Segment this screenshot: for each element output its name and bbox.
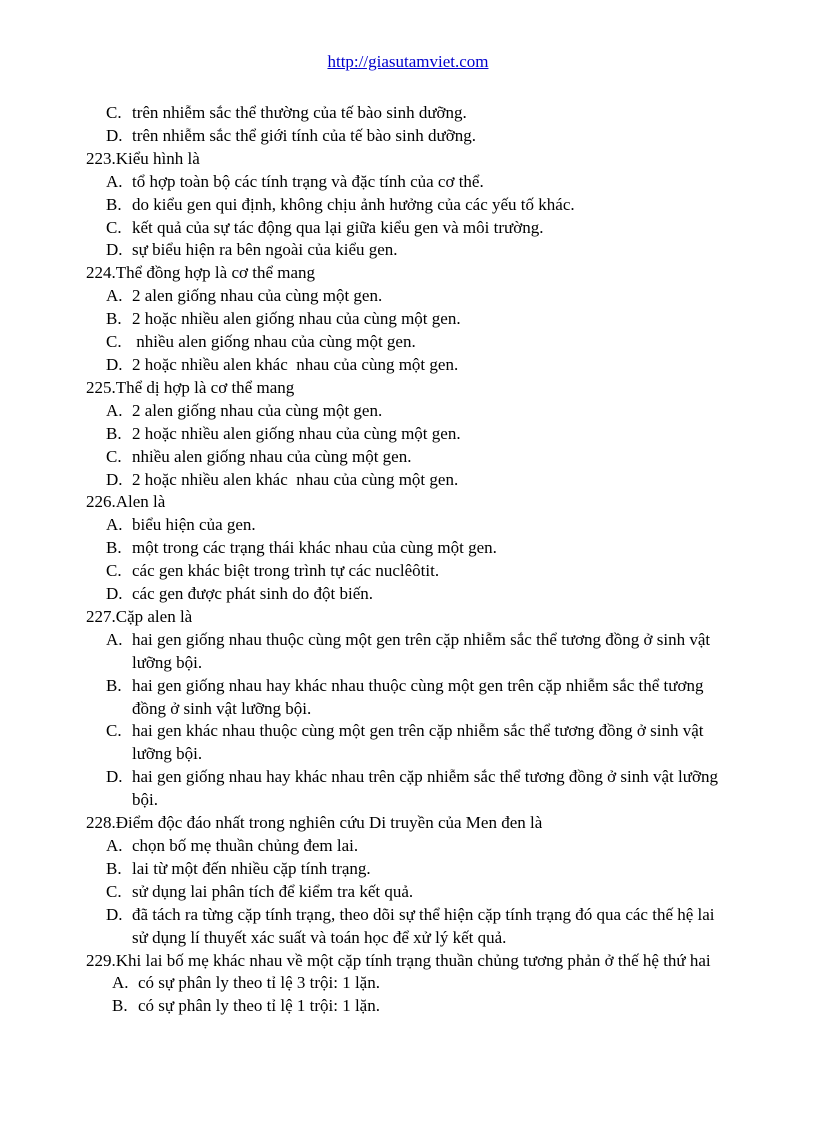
question-text: 223.Kiểu hình là [86, 148, 200, 168]
option-text: 2 alen giống nhau của cùng một gen. [132, 286, 383, 306]
option-label: B. [106, 423, 122, 443]
answer-option [0, 125, 816, 148]
option-text: kết quả của sự tác động qua lại giữa kiểu gen và môi trường. [132, 217, 544, 237]
option-label: C. [106, 561, 122, 581]
option-label: C. [106, 103, 122, 122]
option-text: đã tách ra từng cặp tính trạng, theo dõi sự thể hiện cặp tính trạng đó qua các thế hệ lai [132, 904, 715, 924]
option-text: có sự phân ly theo tỉ lệ 1 trội: 1 lặn. [138, 996, 380, 1016]
option-text: lai từ một đến nhiều cặp tính trạng. [132, 858, 371, 878]
answer-option [0, 102, 816, 125]
option-label: A. [112, 973, 129, 993]
option-text: lưỡng bội. [132, 744, 203, 764]
question-text: 227.Cặp alen là [86, 606, 193, 626]
answer-option [0, 972, 816, 995]
option-label: D. [106, 469, 123, 489]
answer-option [0, 675, 816, 698]
option-label: A. [106, 171, 123, 191]
option-label: C. [106, 332, 122, 352]
question-heading [0, 950, 816, 973]
option-text: 2 alen giống nhau của cùng một gen. [132, 400, 383, 420]
answer-option [0, 446, 816, 469]
option-label: C. [106, 881, 122, 901]
answer-option [0, 423, 816, 446]
answer-option [0, 469, 816, 492]
answer-option [0, 629, 816, 652]
option-label: B. [106, 538, 122, 558]
question-heading [0, 606, 816, 629]
option-text: bội. [132, 790, 158, 810]
answer-option [0, 881, 816, 904]
option-text: hai gen giống nhau hay khác nhau thuộc cùng một gen trên cặp nhiễm sắc thể tương [132, 675, 704, 695]
option-label: C. [106, 217, 122, 237]
answer-option [0, 514, 816, 537]
option-text: sự biểu hiện ra bên ngoài của kiểu gen. [132, 240, 398, 260]
answer-option [0, 354, 816, 377]
option-text: 2 hoặc nhiều alen giống nhau của cùng một gen. [132, 309, 461, 329]
answer-option [0, 858, 816, 881]
question-text: 226.Alen là [86, 492, 166, 512]
option-label: B. [106, 858, 122, 878]
question-heading [0, 812, 816, 835]
option-text: nhiều alen giống nhau của cùng một gen. [132, 332, 416, 352]
question-heading [0, 262, 816, 285]
option-text: sử dụng lí thuyết xác suất và toán học để xử lý kết quả. [132, 927, 507, 947]
question-text: 229.Khi lai bố mẹ khác nhau về một cặp tính trạng thuần chủng tương phản ở thế hệ thứ hai [86, 950, 711, 970]
question-text: 225.Thể dị hợp là cơ thể mang [86, 377, 295, 397]
option-text: 2 hoặc nhiều alen khác nhau của cùng một gen. [132, 354, 459, 374]
option-label: D. [106, 240, 123, 260]
answer-option [0, 560, 816, 583]
option-label: B. [112, 996, 128, 1016]
option-text: tổ hợp toàn bộ các tính trạng và đặc tính của cơ thể. [132, 171, 484, 191]
option-label: B. [106, 194, 122, 214]
answer-option [0, 995, 816, 1018]
option-label: A. [106, 286, 123, 306]
option-text: nhiều alen giống nhau của cùng một gen. [132, 446, 412, 466]
option-label: D. [106, 767, 123, 787]
answer-option [0, 583, 816, 606]
answer-option [0, 400, 816, 423]
option-text: sử dụng lai phân tích để kiểm tra kết quả. [132, 881, 414, 901]
option-text: 2 hoặc nhiều alen khác nhau của cùng một gen. [132, 469, 459, 489]
option-label: D. [106, 904, 123, 924]
option-continuation [0, 927, 816, 950]
option-label: A. [106, 400, 123, 420]
question-text: 224.Thể đồng hợp là cơ thể mang [86, 263, 316, 283]
answer-option [0, 331, 816, 354]
option-label: D. [106, 354, 123, 374]
option-text: đồng ở sinh vật lưỡng bội. [132, 698, 312, 718]
option-text: trên nhiễm sắc thể thường của tế bào sinh dưỡng. [132, 103, 467, 122]
option-continuation [0, 743, 816, 766]
document-body [0, 102, 816, 1018]
option-label: A. [106, 836, 123, 855]
answer-option [0, 194, 816, 217]
option-label: B. [106, 309, 122, 329]
answer-option [0, 904, 816, 927]
option-text: có sự phân ly theo tỉ lệ 3 trội: 1 lặn. [138, 973, 380, 993]
option-text: các gen khác biệt trong trình tự các nuclêôtit. [132, 561, 440, 581]
option-text: trên nhiễm sắc thể giới tính của tế bào sinh dưỡng. [132, 125, 476, 145]
question-heading [0, 148, 816, 171]
question-heading [0, 377, 816, 400]
option-text: hai gen khác nhau thuộc cùng một gen trên cặp nhiễm sắc thể tương đồng ở sinh vật [132, 721, 704, 741]
answer-option [0, 720, 816, 743]
answer-option [0, 835, 816, 858]
option-label: C. [106, 446, 122, 466]
answer-option [0, 217, 816, 240]
option-text: hai gen giống nhau thuộc cùng một gen trên cặp nhiễm sắc thể tương đồng ở sinh vật [132, 629, 711, 649]
option-text: một trong các trạng thái khác nhau của cùng một gen. [132, 538, 497, 558]
option-continuation [0, 789, 816, 812]
option-label: D. [106, 584, 123, 604]
question-heading [0, 491, 816, 514]
option-label: B. [106, 675, 122, 695]
question-text: 228.Điểm độc đáo nhất trong nghiên cứu Di truyền của Men đen là [86, 813, 543, 833]
option-text: chọn bố mẹ thuần chủng đem lai. [132, 836, 359, 855]
website-link[interactable]: http://giasutamviet.com [327, 52, 489, 71]
option-text: lưỡng bội. [132, 652, 203, 672]
answer-option [0, 171, 816, 194]
option-text: do kiểu gen qui định, không chịu ảnh hưởng của các yếu tố khác. [132, 194, 575, 214]
option-continuation [0, 698, 816, 721]
option-text: hai gen giống nhau hay khác nhau trên cặp nhiễm sắc thể tương đồng ở sinh vật lưỡng [132, 767, 718, 787]
answer-option [0, 537, 816, 560]
option-label: A. [106, 629, 123, 649]
option-text: 2 hoặc nhiều alen giống nhau của cùng một gen. [132, 423, 461, 443]
option-label: C. [106, 721, 122, 741]
option-continuation [0, 652, 816, 675]
answer-option [0, 308, 816, 331]
option-label: A. [106, 515, 123, 535]
answer-option [0, 766, 816, 789]
page-header [0, 52, 816, 72]
answer-option [0, 239, 816, 262]
option-text: biểu hiện của gen. [132, 515, 256, 535]
option-label: D. [106, 125, 123, 145]
answer-option [0, 285, 816, 308]
option-text: các gen được phát sinh do đột biến. [132, 584, 374, 604]
